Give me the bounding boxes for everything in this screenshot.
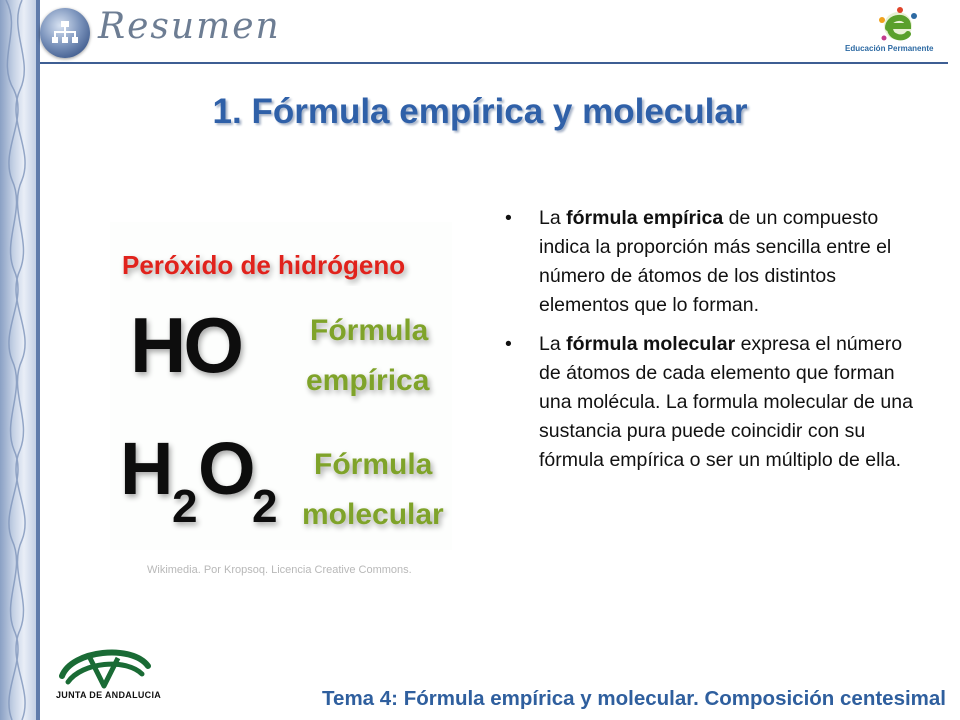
junta-logo-text: JUNTA DE ANDALUCIA bbox=[56, 690, 162, 700]
educacion-permanente-logo bbox=[840, 4, 950, 62]
molecular-formula-o: O bbox=[198, 427, 256, 510]
bullet-list bbox=[503, 204, 913, 485]
figure-caption: Wikimedia. Por Kropsoq. Licencia Creative Commons. bbox=[147, 564, 412, 576]
header-divider bbox=[40, 62, 948, 64]
brand-text: Educación Permanente bbox=[845, 44, 934, 53]
bullet-text: de un compuesto indica la proporción más sencilla entre el número de átomos de los distintos elementos que lo forman. bbox=[539, 207, 892, 316]
hydrogen-peroxide-figure bbox=[110, 222, 452, 550]
slide-title: 1. Fórmula empírica y molecular bbox=[212, 92, 748, 131]
bullet-term: fórmula molecular bbox=[566, 333, 736, 355]
molecular-formula-h: H bbox=[120, 427, 174, 510]
bullet-term: fórmula empírica bbox=[566, 207, 724, 229]
bullet-text: La bbox=[539, 333, 567, 355]
empirical-label-line1: Fórmula bbox=[310, 314, 429, 347]
empirical-label-line2: empírica bbox=[306, 364, 430, 397]
molecular-label-line2: molecular bbox=[302, 498, 444, 531]
bullet-item bbox=[503, 330, 913, 475]
molecular-formula-o-subscript: 2 bbox=[252, 480, 278, 532]
molecular-formula-h-subscript: 2 bbox=[172, 480, 198, 532]
header-logo bbox=[40, 8, 90, 58]
footer-topic: Tema 4: Fórmula empírica y molecular. Composición centesimal bbox=[322, 687, 946, 710]
hierarchy-icon bbox=[52, 21, 78, 45]
molecular-label-line1: Fórmula bbox=[314, 448, 433, 481]
bullet-text: expresa el número de átomos de cada elemento que forman una molécula. La formula molecular de una sustancia pura puede coincidir con su fórmula empírica o ser un múltiplo de ella. bbox=[539, 333, 913, 471]
bullet-text: La bbox=[539, 207, 567, 229]
header-title: Resumen bbox=[98, 6, 281, 47]
empirical-formula: HO bbox=[130, 301, 241, 389]
bullet-item bbox=[503, 204, 913, 320]
figure-heading: Peróxido de hidrógeno bbox=[122, 250, 406, 280]
